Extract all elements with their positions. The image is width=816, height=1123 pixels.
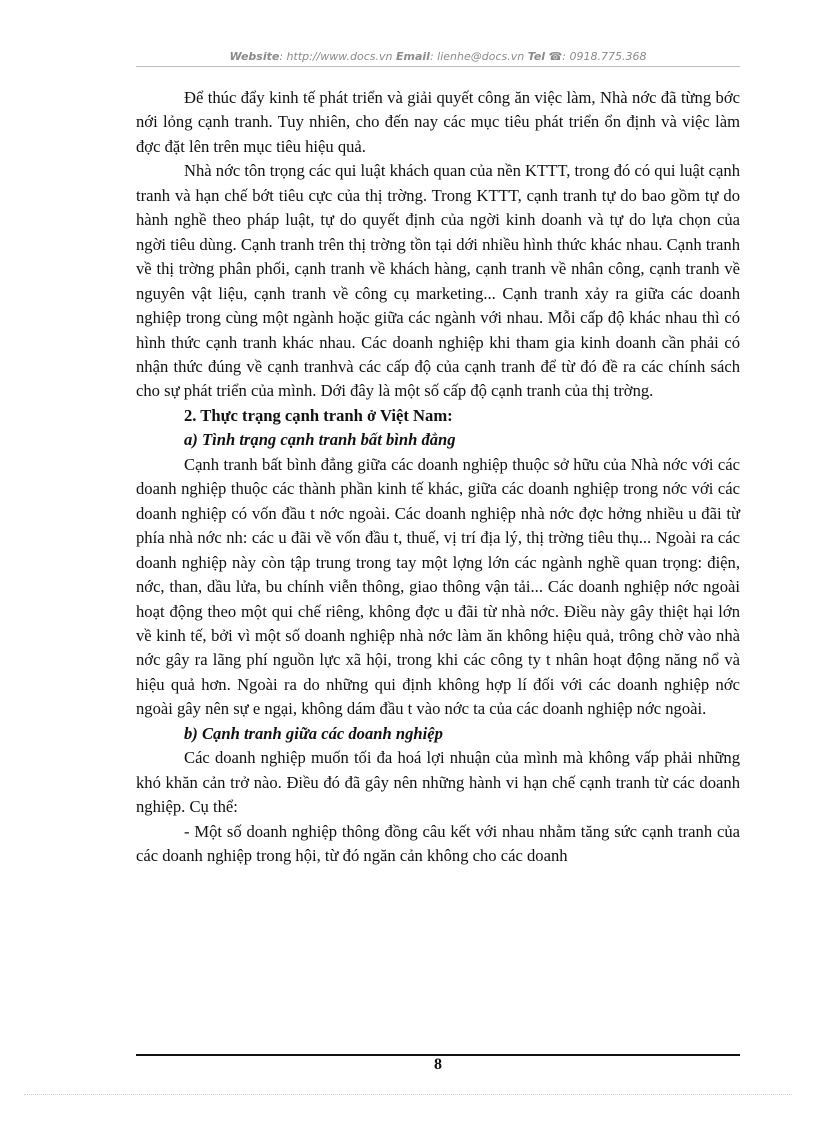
header-website-value: : http://www.docs.vn [279, 50, 393, 63]
page-body [136, 86, 740, 869]
section-heading: 2. Thực trạng cạnh tranh ở Việt Nam: [184, 405, 453, 425]
body-paragraph-2: Nhà nớc tôn trọng các qui luật khách quan của nền KTTT, trong đó có qui luật cạnh tranh và hạn chế bớt tiêu cực của thị trờng. Trong KTTT, cạnh tranh tự do bao gồm tự do hành nghề theo pháp luật, tự do quyết định của ngời kinh doanh và tự do lựa chọn của ngời tiêu dùng. Cạnh tranh trên thị trờng tồn tại dới nhiều hình thức khác nhau. Cạnh tranh về thị trờng phân phối, cạnh tranh về khách hàng, cạnh tranh về nhân công, cạnh tranh về nguyên vật liệu, cạnh tranh về công cụ marketing... Cạnh tranh xảy ra giữa các doanh nghiệp trong cùng một ngành hoặc giữa các ngành với nhau. Mỗi cấp độ khác nhau thì có hình thức cạnh tranh khác nhau. Các doanh nghiệp khi tham gia kinh doanh cần phải có nhận thức đúng về cạnh tranhvà các cấp độ của cạnh tranh để từ đó đề ra các chính sách cho sự phát triển của mình. Dới đây là một số cấp độ cạnh tranh của thị trờng. [136, 161, 740, 401]
header-website-label: Website [229, 50, 280, 63]
header-divider [136, 66, 740, 67]
header-email-label: Email [396, 50, 430, 63]
subsection-heading-b: b) Cạnh tranh giữa các doanh nghiệp [184, 723, 443, 743]
subsection-heading-a: a) Tình trạng cạnh tranh bất bình đẳng [184, 430, 456, 450]
page-header [136, 50, 740, 64]
page-number: 8 [434, 1056, 442, 1073]
header-tel-value: : 0918.775.368 [562, 50, 647, 63]
phone-icon: ☎ [548, 50, 563, 63]
page-edge-divider [24, 1094, 792, 1095]
body-paragraph-b1: Các doanh nghiệp muốn tối đa hoá lợi nhuận của mình mà không vấp phải những khó khăn cản trở nào. Điều đó đã gây nên những hành vi hạn chế cạnh tranh từ các doanh nghiệp. Cụ thể: [136, 748, 740, 817]
body-paragraph-1: Để thúc đẩy kinh tế phát triển và giải quyết công ăn việc làm, Nhà nớc đã từng bớc nới lỏng cạnh tranh. Tuy nhiên, cho đến nay các mục tiêu phát triển ổn định và việc làm đợc đặt lên trên mục tiêu hiệu quả. [136, 88, 740, 156]
body-paragraph-b2: - Một số doanh nghiệp thông đồng câu kết với nhau nhằm tăng sức cạnh tranh của các doanh nghiệp trong hội, từ đó ngăn cản không cho các doanh [136, 821, 740, 866]
header-email-value: : lienhe@docs.vn [429, 50, 525, 63]
header-tel-label: Tel [527, 50, 546, 63]
body-paragraph-a: Cạnh tranh bất bình đẳng giữa các doanh nghiệp thuộc sở hữu của Nhà nớc với các doanh nghiệp thuộc các thành phần kinh tế khác, giữa các doanh nghiệp trong nớc với các doanh nghiệp có vốn đầu t nớc ngoài. Các doanh nghiệp nhà nớc đợc hởng nhiều u đãi từ phía nhà nớc nh: các u đãi về vốn đầu t, thuế, vị trí địa lý, thị trờng tiêu thụ... Ngoài ra các doanh nghiệp này còn tập trung trong tay một lợng lớn các ngành nghề quan trọng: điện, nớc, than, dầu lửa, bu chính viễn thông, giao thông vận tải... Các doanh nghiệp nớc ngoài hoạt động theo một qui chế riêng, không đợc u đãi từ nhà nớc. Điều này gây thiệt hại lớn về kinh tế, bởi vì một số doanh nghiệp nhà nớc làm ăn không hiệu quả, trông chờ vào nhà nớc gây ra lãng phí nguồn lực xã hội, trong khi các công ty t nhân hoạt động năng nổ và hiệu quả hơn. Ngoài ra do những qui định không hợp lí đối với các doanh nghiệp nớc ngoài gây nên sự e ngại, không dám đầu t vào nớc ta của các doanh nghiệp nớc ngoài. [136, 454, 740, 719]
